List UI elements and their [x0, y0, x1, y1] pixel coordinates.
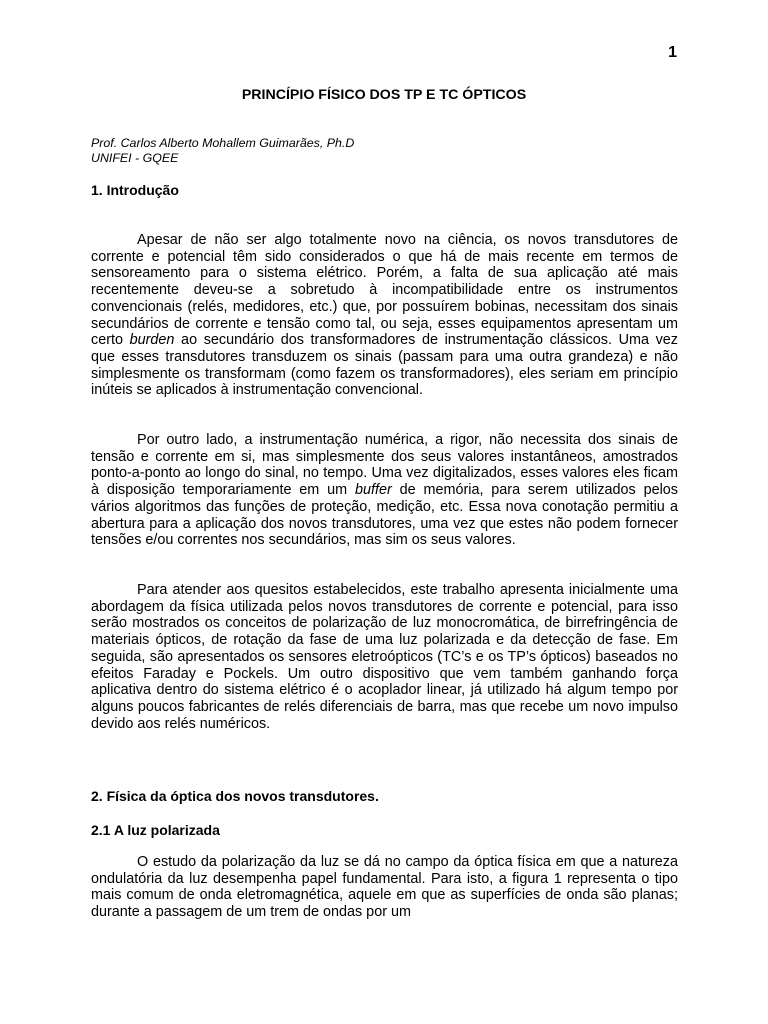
document-title: PRINCÍPIO FÍSICO DOS TP E TC ÓPTICOS: [241, 87, 527, 103]
paragraph-2: [91, 432, 678, 549]
author-block: [91, 136, 354, 166]
paragraph-2-emphasis: buffer: [354, 482, 392, 499]
paragraph-2-text-a: Por outro lado, a instrumentação numérica, a rigor, não necessita dos sinais de tensão e corrente em si, mas simplesmente dos seus valores instantâneos, amostrados ponto-a-ponto ao longo do sinal, no tempo. Uma vez digitalizados, esses valores eles ficam à disposição temporariamente em um: [91, 432, 678, 499]
paragraph-1-emphasis: burden: [129, 332, 175, 349]
paragraph-3: Para atender aos quesitos estabelecidos, este trabalho apresenta inicialmente uma abordagem da física utilizada pelos novos transdutores de corrente e potencial, para isso serão mostrados os conceitos de polarização de luz monocromática, de birrefringência de materiais ópticos, de rotação da fase de uma luz polarizada e da detecção de fase. Em seguida, são apresentados os sensores eletroópticos (TC’s e os TP’s ópticos) baseados no efeitos Faraday e Pockels. Um outro dispositivo que vem também ganhando força aplicativa dentro do sistema elétrico é o acoplador linear, já utilizado há algum tempo por alguns poucos fabricantes de relés diferenciais de barra, mas que recebe um novo impulso devido aos relés numéricos.: [91, 582, 678, 732]
paragraph-1-text-a: Apesar de não ser algo totalmente novo na ciência, os novos transdutores de corrente e potencial têm sido considerados o que há de mais recente em termos de sensoreamento para o sistema elétrico. Porém, a falta de sua aplicação até mais recentemente deveu-se a sobretudo à incompatibilidade entre os instrumentos convencionais (relés, medidores, etc.) que, por possuírem bobinas, necessitam dos sinais secundários de corrente e tensão como tal, ou seja, esses equipamentos apresentam um certo: [91, 232, 678, 349]
section-heading-introduction: 1. Introdução: [91, 182, 179, 198]
author-affiliation: UNIFEI - GQEE: [91, 151, 179, 165]
author-name: Prof. Carlos Alberto Mohallem Guimarães, Ph.D: [91, 136, 355, 150]
section-heading-optics-physics: 2. Física da óptica dos novos transdutores.: [91, 788, 379, 804]
page-number: 1: [668, 44, 677, 61]
paragraph-1: [91, 232, 678, 399]
section-heading-polarized-light: 2.1 A luz polarizada: [91, 822, 220, 838]
paragraph-2-text-b: de memória, para serem utilizados pelos vários algoritmos das funções de proteção, medição, etc. Essa nova conotação permitiu a abertura para a aplicação dos novos transdutores, uma vez que estes não podem fornecer tensões e/ou correntes nos secundários, mas sim os seus valores.: [91, 482, 678, 549]
paragraph-1-text-b: ao secundário dos transformadores de instrumentação clássicos. Uma vez que esses transdutores transduzem os sinais (passam para uma outra grandeza) e não simplesmente os transformam (como fazem os transformadores), eles seriam em princípio inúteis se aplicados à instrumentação convencional.: [91, 332, 678, 399]
paragraph-4: O estudo da polarização da luz se dá no campo da óptica física em que a natureza ondulatória da luz desempenha papel fundamental. Para isto, a figura 1 representa o tipo mais comum de onda eletromagnética, aquele em que as superfícies de onda são planas; durante a passagem de um trem de ondas por um: [91, 854, 678, 921]
